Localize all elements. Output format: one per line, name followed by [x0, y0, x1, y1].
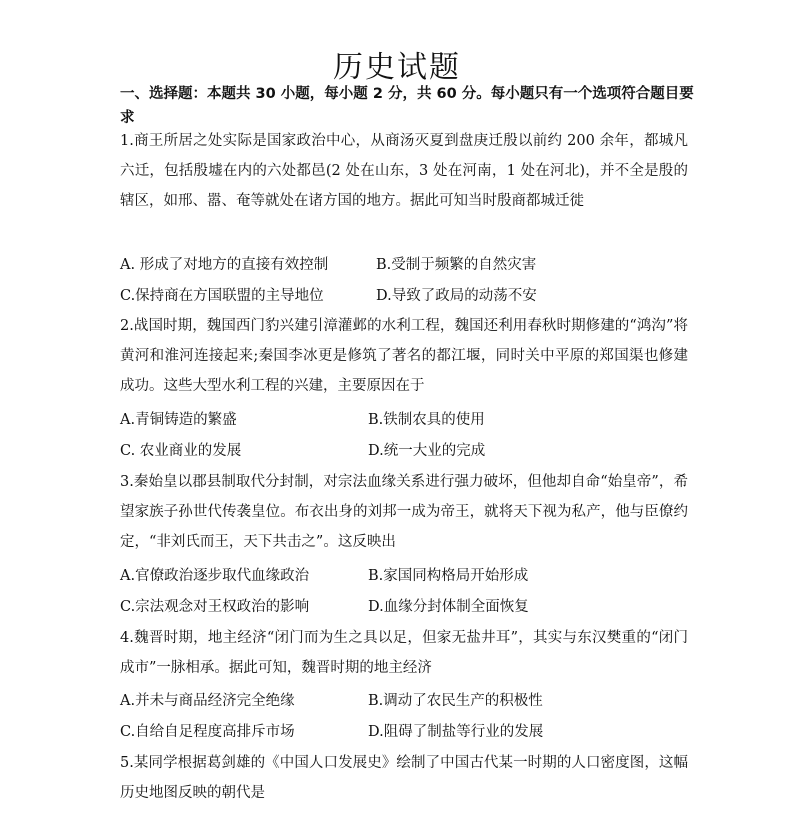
q3-option-b: B.家国同构格局开始形成 [368, 568, 529, 584]
question-1-stem: 1.商王所居之处实际是国家政治中心，从商汤灭夏到盘庚迁殷以前约 200 余年，都城凡六迁，包括殷墟在内的六处都邑(2 处在山东，3 处在河南，1 处在河北)，并不全是殷的辖区，如邢、嚣、奄等就处在诸方国的地方。据此可知当时殷商都城迁徙 [120, 133, 688, 209]
q1-option-c: C.保持商在方国联盟的主导地位 [120, 288, 324, 304]
q3-option-c: C.宗法观念对王权政治的影响 [120, 599, 310, 615]
question-3-stem: 3.秦始皇以郡县制取代分封制，对宗法血缘关系进行强力破坏，但他却自命“始皇帝”，希望家族子孙世代传袭皇位。布衣出身的刘邦一成为帝王，就将天下视为私产，他与臣僚约定，“非刘氏而王，天下共击之”。这反映出 [120, 474, 688, 550]
q4-option-d: D.阻碍了制盐等行业的发展 [368, 724, 544, 740]
q2-option-d: D.统一大业的完成 [368, 443, 486, 459]
q4-option-c: C.自给自足程度高排斥市场 [120, 724, 295, 740]
question-4-stem: 4.魏晋时期，地主经济“闭门而为生之具以足，但家无盐井耳”，其实与东汉樊重的“闭门成市”一脉相承。据此可知，魏晋时期的地主经济 [120, 630, 688, 676]
section-header: 一、选择题：本题共 30 小题，每小题 2 分，共 60 分。每小题只有一个选项符合题目要求 [120, 86, 694, 126]
q2-option-c: C. 农业商业的发展 [120, 443, 242, 459]
page-title: 历史试题 [333, 50, 461, 85]
q1-option-b: B.受制于频繁的自然灾害 [376, 257, 537, 273]
q1-option-a: A. 形成了对地方的直接有效控制 [120, 257, 329, 273]
q3-option-a: A.官僚政治逐步取代血缘政治 [120, 568, 310, 584]
q3-option-d: D.血缘分封体制全面恢复 [368, 599, 529, 615]
q4-option-a: A.并未与商品经济完全绝缘 [120, 693, 295, 709]
question-5-stem: 5.某同学根据葛剑雄的《中国人口发展史》绘制了中国古代某一时期的人口密度图，这幅历史地图反映的朝代是 [120, 755, 688, 801]
q1-option-d: D.导致了政局的动荡不安 [376, 288, 537, 304]
q2-option-b: B.铁制农具的使用 [368, 412, 485, 428]
question-2-stem: 2.战国时期，魏国西门豹兴建引漳灌邺的水利工程，魏国还利用春秋时期修建的“鸿沟”将黄河和淮河连接起来;秦国李冰更是修筑了著名的都江堰，同时关中平原的郑国渠也修建成功。这些大型水利工程的兴建，主要原因在于 [120, 318, 688, 394]
q2-option-a: A.青铜铸造的繁盛 [120, 412, 237, 428]
q4-option-b: B.调动了农民生产的积极性 [368, 693, 543, 709]
